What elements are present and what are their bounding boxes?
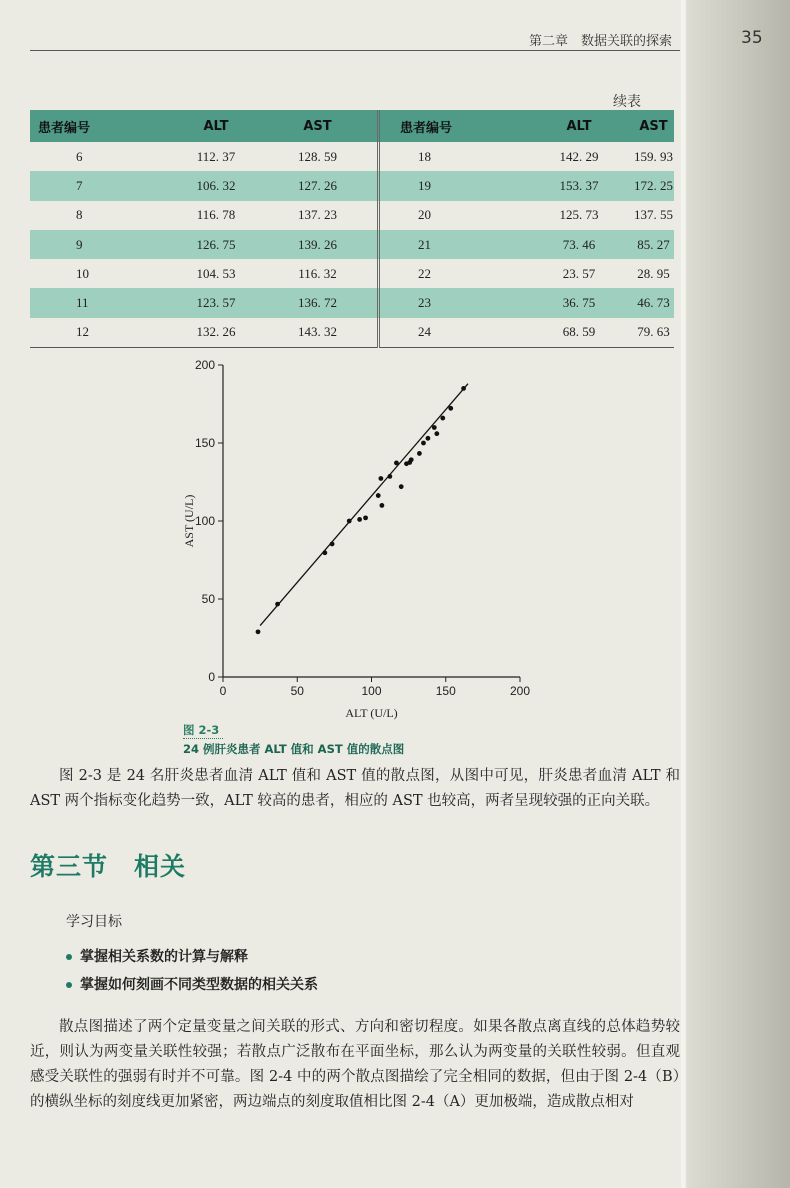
table-cell: 142. 29 (559, 148, 599, 164)
objective-text: 掌握相关系数的计算与解释 (80, 949, 248, 965)
table-row (30, 201, 674, 230)
paragraph-text: 图 2-3 是 24 名肝炎患者血清 ALT 值和 AST 值的散点图，从图中可见，肝炎患者血清 ALT 和 AST 两个指标变化趋势一致，ALT 较高的患者，相应的 AST 也较高，两者呈现较强的正向关联。 (30, 768, 680, 809)
column-header: ALT (525, 110, 633, 142)
table-cell: 9 (30, 230, 174, 259)
continued-label: 续表 (613, 94, 641, 110)
table-cell: 11 (30, 288, 174, 317)
x-tick-label: 0 (219, 684, 227, 698)
table-cell: 23. 57 (562, 265, 596, 281)
table-cell: 22 (379, 259, 526, 288)
table-cell: 46. 73 (633, 288, 674, 317)
table-cell: 10 (76, 265, 89, 281)
bullet-icon (66, 982, 72, 988)
y-axis-label: AST (U/L) (182, 494, 196, 548)
paragraph-text: 散点图描述了两个定量变量之间关联的形式、方向和密切程度。如果各散点离直线的总体趋势较近，则认为两变量关联性较强；若散点广泛散布在平面坐标，那么认为两变量的关联性较弱。但直观感受关联性的强弱有时并不可靠。图 2-4 中的两个散点图描绘了完全相同的数据，但由于图 2-4（B）的横纵坐标的刻度线更加紧密，两边端点的刻度取值相比图 2-4（A）更加极端，造成散点相对 (30, 1019, 680, 1110)
table-cell: 79. 63 (633, 318, 674, 348)
table-row (30, 142, 674, 171)
column-header: AST (258, 110, 379, 142)
y-tick-label: 50 (201, 592, 215, 606)
data-point (330, 542, 335, 547)
page-edge (681, 0, 790, 1188)
table-cell: 106. 32 (174, 171, 258, 200)
objective-item (66, 946, 248, 966)
table-cell: 104. 53 (196, 265, 236, 281)
table-cell: 112. 37 (196, 148, 236, 164)
data-point (379, 503, 384, 508)
table-cell: 21 (379, 230, 526, 259)
table-row (30, 318, 674, 348)
paragraph-figure-description (30, 764, 680, 814)
x-axis-label: ALT (U/L) (345, 706, 398, 720)
table-cell: 68. 59 (525, 318, 633, 348)
data-point (448, 406, 453, 411)
data-point (440, 416, 445, 421)
figure-label: 图 2-3 (183, 723, 220, 737)
column-header: ALT (174, 110, 258, 142)
table-cell: 116. 32 (298, 265, 337, 281)
column-header: 患者编号 (30, 110, 174, 142)
objective-text: 掌握如何刻画不同类型数据的相关关系 (80, 977, 318, 993)
objective-item (66, 974, 318, 994)
table-cell: 36. 75 (525, 288, 633, 317)
table-cell: 18 (379, 142, 526, 171)
table-cell: 137. 55 (634, 207, 673, 223)
table-cell: 85. 27 (633, 230, 674, 259)
running-head: 第二章 数据关联的探索 (528, 34, 672, 49)
table-cell: 132. 26 (174, 318, 258, 348)
data-table (30, 110, 674, 348)
scatter-chart (180, 355, 540, 723)
table-cell: 116. 78 (196, 207, 236, 223)
data-point (426, 436, 431, 441)
data-point (357, 517, 362, 522)
table-cell: 125. 73 (559, 207, 599, 223)
table-cell: 123. 57 (174, 288, 258, 317)
table-cell: 128. 59 (298, 148, 337, 164)
data-point (417, 451, 422, 456)
column-header: 患者编号 (379, 110, 526, 142)
table-cell: 20 (379, 201, 526, 230)
table-row (30, 230, 674, 259)
table-row (30, 259, 674, 288)
table-cell: 28. 95 (637, 265, 670, 281)
data-point (256, 629, 261, 634)
table-cell: 139. 26 (258, 230, 379, 259)
table-row (30, 288, 674, 317)
y-tick-label: 200 (194, 358, 215, 372)
data-point (378, 476, 383, 481)
table-header-row (30, 110, 674, 142)
caption-rule (183, 738, 223, 739)
y-tick-label: 100 (194, 514, 215, 528)
x-tick-label: 150 (435, 684, 456, 698)
data-point (322, 550, 327, 555)
x-tick-label: 200 (509, 684, 531, 698)
header-rule (30, 50, 680, 51)
table-cell: 127. 26 (258, 171, 379, 200)
table-cell: 73. 46 (525, 230, 633, 259)
x-tick-label: 100 (361, 684, 382, 698)
data-point (363, 515, 368, 520)
table-cell: 12 (30, 318, 174, 348)
data-point (399, 484, 404, 489)
table-row (30, 171, 674, 200)
table-cell: 153. 37 (525, 171, 633, 200)
trend-line (260, 384, 468, 626)
data-point (275, 602, 280, 607)
objectives-label: 学习目标 (66, 914, 122, 930)
data-point (421, 441, 426, 446)
table-cell: 137. 23 (298, 207, 337, 223)
table-cell: 8 (76, 207, 83, 223)
paragraph-scatter-discussion (30, 1015, 680, 1115)
figure-caption: 24 例肝炎患者 ALT 值和 AST 值的散点图 (183, 742, 405, 756)
section-title: 第三节 相关 (30, 852, 187, 881)
data-point (432, 425, 437, 430)
y-tick-label: 0 (208, 670, 215, 684)
table-cell: 126. 75 (174, 230, 258, 259)
y-tick-label: 150 (194, 436, 215, 450)
table-cell: 24 (379, 318, 526, 348)
table-cell: 6 (76, 148, 83, 164)
table-cell: 136. 72 (258, 288, 379, 317)
data-point (376, 493, 381, 498)
table-cell: 172. 25 (633, 171, 674, 200)
table-cell: 19 (379, 171, 526, 200)
table-cell: 143. 32 (258, 318, 379, 348)
data-point (409, 457, 414, 462)
data-point (461, 386, 466, 391)
data-point (434, 431, 439, 436)
data-point (394, 461, 399, 466)
bullet-icon (66, 954, 72, 960)
data-point (387, 474, 392, 479)
table-cell: 159. 93 (634, 148, 673, 164)
page-number: 35 (741, 28, 763, 48)
x-tick-label: 50 (290, 684, 304, 698)
table-cell: 23 (379, 288, 526, 317)
data-point (347, 519, 352, 524)
column-header: AST (633, 110, 674, 142)
table-cell: 7 (30, 171, 174, 200)
